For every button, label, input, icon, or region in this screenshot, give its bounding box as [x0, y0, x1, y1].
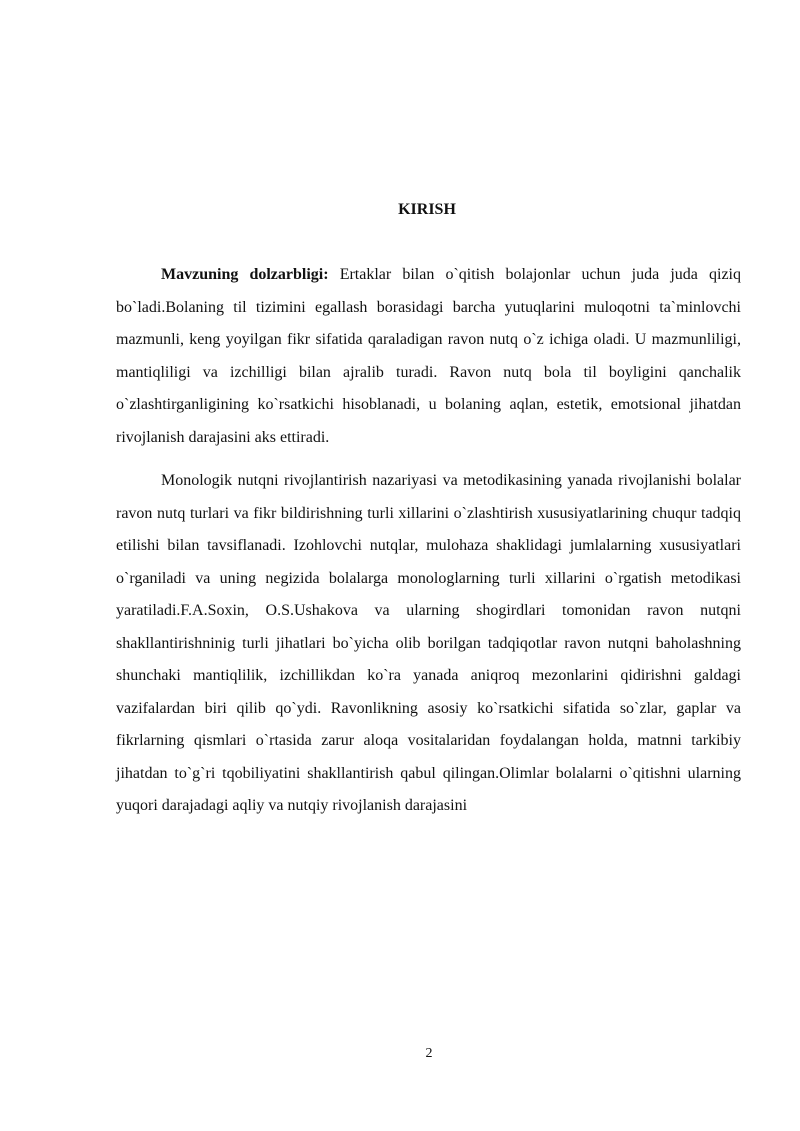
- body-text: [116, 259, 741, 823]
- paragraph-text: Ertaklar bilan o`qitish bolajonlar uchun juda juda qiziq bo`ladi.Bolaning til tizimini egallash borasidagi barcha yutuqlarini muloqotni ta`minlovchi mazmunli, keng yoyilgan fikr sifatida qaraladigan ravon nutq o`z ichiga oladi. U mazmunliligi, mantiqliligi va izchilligi bilan ajralib turadi. Ravon nutq bola til boyligini qanchalik o`zlashtirganligining ko`rsatkichi hisoblanadi, u bolaning aqlan, estetik, emotsional jihatdan rivojlanish darajasini aks ettiradi.: [116, 266, 741, 446]
- page-number: 2: [425, 1046, 433, 1061]
- paragraph-text: Monologik nutqni rivojlantirish nazariyasi va metodikasining yanada rivojlanishi bolalar ravon nutq turlari va fikr bildirishning turli xillarini o`zlashtirish xususiyatlarining chuqur tadqiq etilishi bilan tavsiflanadi. Izohlovchi nutqlar, mulohaza shaklidagi jumlalarning xususiyatlari o`rganiladi va uning negizida bolalarga monologlarning turli xillarini o`rgatish metodikasi yaratiladi.F.A.Soxin, O.S.Ushakova va ularning shogirdlari tomonidan ravon nutqni shakllantirishninig turli jihatlari bo`yicha olib borilgan tadqiqotlar ravon nutqni baholashning shunchaki mantiqlilik, izchillikdan ko`ra yanada aniqroq mezonlarini qidirishni galdagi vazifalardan biri qilib qo`ydi. Ravonlikning asosiy ko`rsatkichi sifatida so`zlar, gaplar va fikrlarning qismlari o`rtasida zarur aloqa vositalaridan foydalangan holda, matnni tarkibiy jihatdan to`g`ri tqobiliyatini shakllantirish qabul qilingan.Olimlar bolalarni o`qitishni ularning yuqori darajadagi aqliy va nutqiy rivojlanish darajasini: [116, 472, 741, 814]
- paragraph-relevance: [116, 259, 741, 454]
- section-heading: KIRISH: [398, 201, 456, 218]
- paragraph-label: Mavzuning dolzarbligi:: [161, 266, 329, 283]
- paragraph-monologic-speech: [116, 465, 741, 823]
